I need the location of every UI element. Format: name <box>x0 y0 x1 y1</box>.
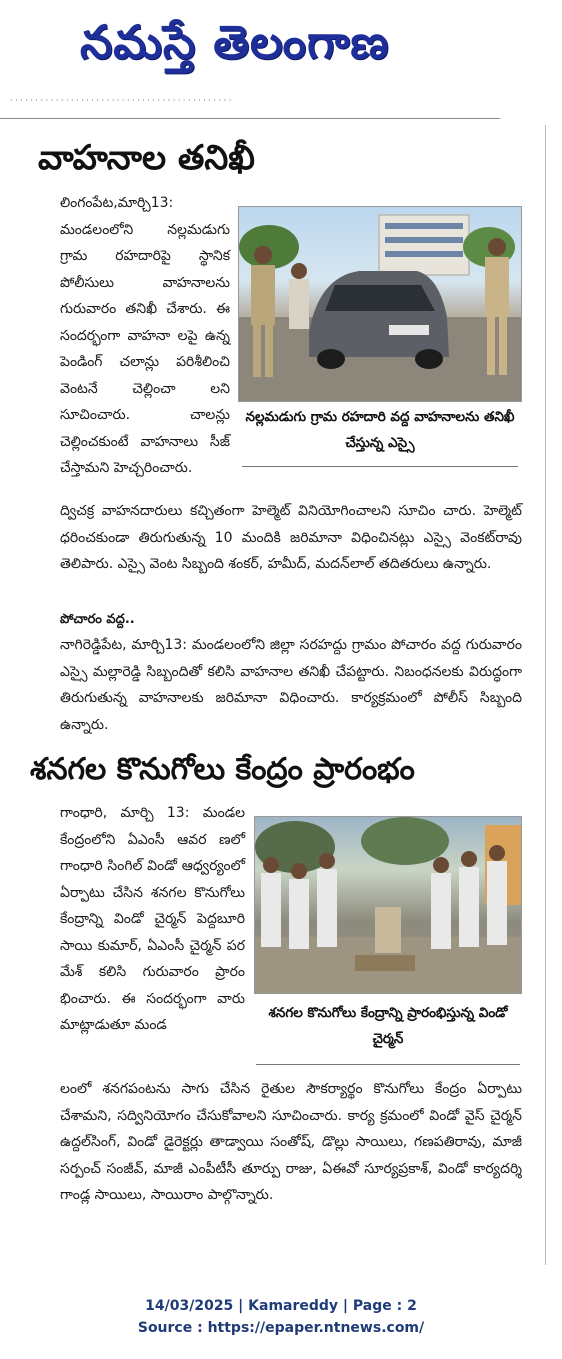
group-inauguration-illustration <box>255 817 522 994</box>
article1-full-text: ద్విచక్ర వాహనదారులు కచ్చితంగా హెల్మెట్ వినియోగించాలని సూచిం చారు. హెల్మెట్ ధరించకుండా తిరుగుతున్న 10 మందికి జరిమానా విధించినట్లు ఎస్సై వెంకట్‌రావు తెలిపారు. ఎస్సై వెంట సిబ్బంది శంకర్, హమీద్, మదన్‌లాల్ తదితరులు ఉన్నారు. <box>60 503 522 572</box>
caption-divider <box>256 1064 520 1065</box>
article1-sub-text: నాగిరెడ్డిపేట, మార్చి13: మండలంలోని జిల్లా సరహద్దు గ్రామం పోచారం వద్ద గురువారం ఎస్సై మల్లారెడ్డి సిబ్బందితో కలిసి వాహనాల తనిఖీ చేపట్టారు. నిబంధనలకు విరుద్ధంగా తిరుగుతున్న వాహనాలకు జరిమానా విధించారు. కార్యక్రమంలో పోలీస్ సిబ్బంది ఉన్నారు. <box>60 637 522 733</box>
article2-full-text: లంలో శనగపంటను సాగు చేసిన రైతుల సౌకర్యార్థం కొనుగోలు కేంద్రం ఏర్పాటు చేశామని, సద్వినియోగం చేసుకోవాలని సూచించారు. కార్య క్రమంలో విండో వైస్ చైర్మన్ ఉద్దల్‌సింగ్, విండో డైరెక్టర్లు తాడ్వాయి సంతోష్, డొల్లు సాయిలు, గణపతిరావు, మాజీ సర్పంచ్ సంజీవ్, మాజీ ఎంపీటీసీ తూర్పు రాజు, ఏఈవో సూర్యప్రకాశ్, విండో కార్యదర్శి గాండ్ల సాయిలు, సాయిరాం పాల్గొన్నారు. <box>60 1081 522 1203</box>
masthead-strip: · · · · · · · · · · · · · · · · · · · · · · · · · · · · · · · · · · · · · · · · · · · · <box>10 96 232 105</box>
footer-source-link[interactable]: Source : https://epaper.ntnews.com/ <box>137 1320 425 1336</box>
article2-column-text: గాంధారి, మార్చి 13: మండల కేంద్రంలోని ఏఎంసీ ఆవర ణలో గాంధారి సింగిల్ విండో ఆధ్వర్యంలో ఏర్పాటు చేసిన శనగల కొనుగోలు కేంద్రాన్ని విండో చైర్మన్ పెద్దబూరి సాయి కుమార్, ఏఎంసీ చైర్మన్ పర మేశ్ కలిసి గురువారం ప్రారం భించారు. ఈ సందర్భంగా వారు మాట్లాడుతూ మండ <box>60 805 245 1033</box>
article2-headline: శనగల కొనుగోలు కేంద్రం ప్రారంభం <box>30 752 415 787</box>
article2-photo-caption: శనగల కొనుగోలు కేంద్రాన్ని ప్రారంభిస్తున్న విండో చైర్మన్ <box>268 1005 508 1047</box>
header-divider <box>0 118 500 119</box>
article1-photo-caption: నల్లమడుగు గ్రామ రహదారి వద్ద వాహనాలను తనిఖీ చేస్తున్న ఎస్సై <box>245 409 515 451</box>
footer-date-edition: 14/03/2025 | Kamareddy | Page : 2 <box>145 1298 417 1314</box>
caption-divider <box>242 466 518 467</box>
article2-photo <box>254 816 522 994</box>
article1-column-text: లింగంపేట,మార్చి13: మండలంలోని నల్లమడుగు గ్రామ రహదారిపై స్థానిక పోలీసులు వాహనాలను గురువారం తనిఖీ చేశారు. ఈ సందర్భంగా వాహనా లపై ఉన్న పెండింగ్ చలాన్లు పరిశీలించి వెంటనే చెల్లించా లని సూచించారు. చాలన్లు చెల్లించకుంటే వాహనాలు సీజ్ చేస్తామని హెచ్చరించారు. <box>60 195 230 476</box>
article1-photo <box>238 206 522 402</box>
masthead-logo: నమస్తే తెలంగాణ <box>80 15 390 69</box>
police-checking-car-illustration <box>239 207 522 402</box>
article1-headline: వాహనాల తనిఖీ <box>38 138 255 178</box>
article1-subheading: పోచారం వద్ద.. <box>60 612 135 627</box>
column-divider <box>545 125 546 1265</box>
